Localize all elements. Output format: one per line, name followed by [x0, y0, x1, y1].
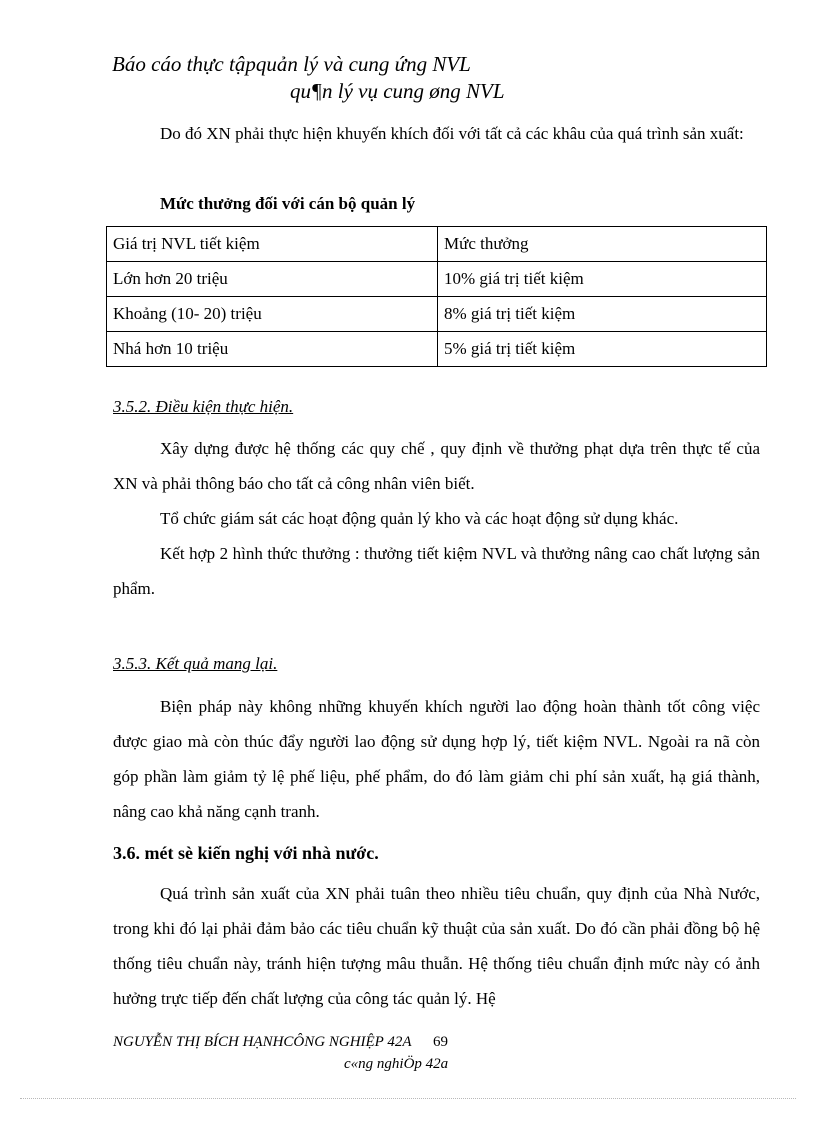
table-cell: 8% giá trị tiết kiệm	[438, 297, 767, 332]
table-row	[107, 297, 767, 332]
table-header-cell: Mức thưởng	[438, 227, 767, 262]
section-352-paragraph-3: Kết hợp 2 hình thức thưởng : thưởng tiết kiệm NVL và thưởng nâng cao chất lượng sản phẩm.	[113, 544, 760, 598]
section-352-paragraph-1: Xây dựng được hệ thống các quy chế , quy định về thưởng phạt dựa trên thực tế của XN và phải thông báo cho tất cả công nhân viên biết.	[113, 439, 760, 493]
table-cell: Nhá hơn 10 triệu	[107, 332, 438, 367]
footer-subline: c«ng nghiÖp 42a	[344, 1056, 449, 1072]
table-header-row	[107, 227, 767, 262]
page-bottom-divider	[20, 1098, 796, 1099]
table-cell: Lớn hơn 20 triệu	[107, 262, 438, 297]
table-row	[107, 262, 767, 297]
section-352-heading: 3.5.2. Điều kiện thực hiện.	[113, 397, 294, 416]
header-title: Báo cáo thực tậpquản lý và cung ứng NVL	[112, 52, 471, 76]
header-subtitle: qu¶n lý vụ cung øng NVL	[290, 79, 505, 103]
table-row	[107, 332, 767, 367]
table-cell: 10% giá trị tiết kiệm	[438, 262, 767, 297]
footer-author: NGUYỄN THỊ BÍCH HẠNHCÔNG NGHIỆP 42A	[113, 1034, 412, 1050]
table-header-cell: Giá trị NVL tiết kiệm	[107, 227, 438, 262]
reward-table	[106, 226, 767, 367]
section-36-heading: 3.6. mét sè kiến nghị với nhà nước.	[113, 843, 379, 863]
table-title: Mức thưởng đối với cán bộ quản lý	[160, 194, 416, 213]
section-353-paragraph: Biện pháp này không những khuyến khích người lao động hoàn thành tốt công việc được giao mà còn thúc đẩy người lao động sử dụng hợp lý, tiết kiệm NVL. Ngoài ra nã còn góp phần làm giảm tỷ lệ phế liệu, phế phẩm, do đó làm giảm chi phí sản xuất, hạ giá thành, nâng cao khả năng cạnh tranh.	[113, 697, 760, 821]
table-cell: 5% giá trị tiết kiệm	[438, 332, 767, 367]
page-number: 69	[433, 1034, 448, 1050]
intro-paragraph: Do đó XN phải thực hiện khuyến khích đối với tất cả các khâu của quá trình sản xuất:	[160, 124, 744, 143]
section-352-paragraph-2: Tổ chức giám sát các hoạt động quản lý kho và các hoạt động sử dụng khác.	[160, 509, 679, 528]
section-36-paragraph: Quá trình sản xuất của XN phải tuân theo nhiều tiêu chuẩn, quy định của Nhà Nước, trong khi đó lại phải đảm bảo các tiêu chuẩn kỹ thuật của sản xuất. Do đó cần phải đồng bộ hệ thống tiêu chuẩn này, tránh hiện tượng mâu thuẫn. Hệ thống tiêu chuẩn định mức này có ảnh hưởng trực tiếp đến chất lượng của công tác quản lý. Hệ	[113, 884, 760, 1008]
section-353-heading: 3.5.3. Kết quả mang lại.	[113, 654, 278, 673]
table-cell: Khoảng (10- 20) triệu	[107, 297, 438, 332]
